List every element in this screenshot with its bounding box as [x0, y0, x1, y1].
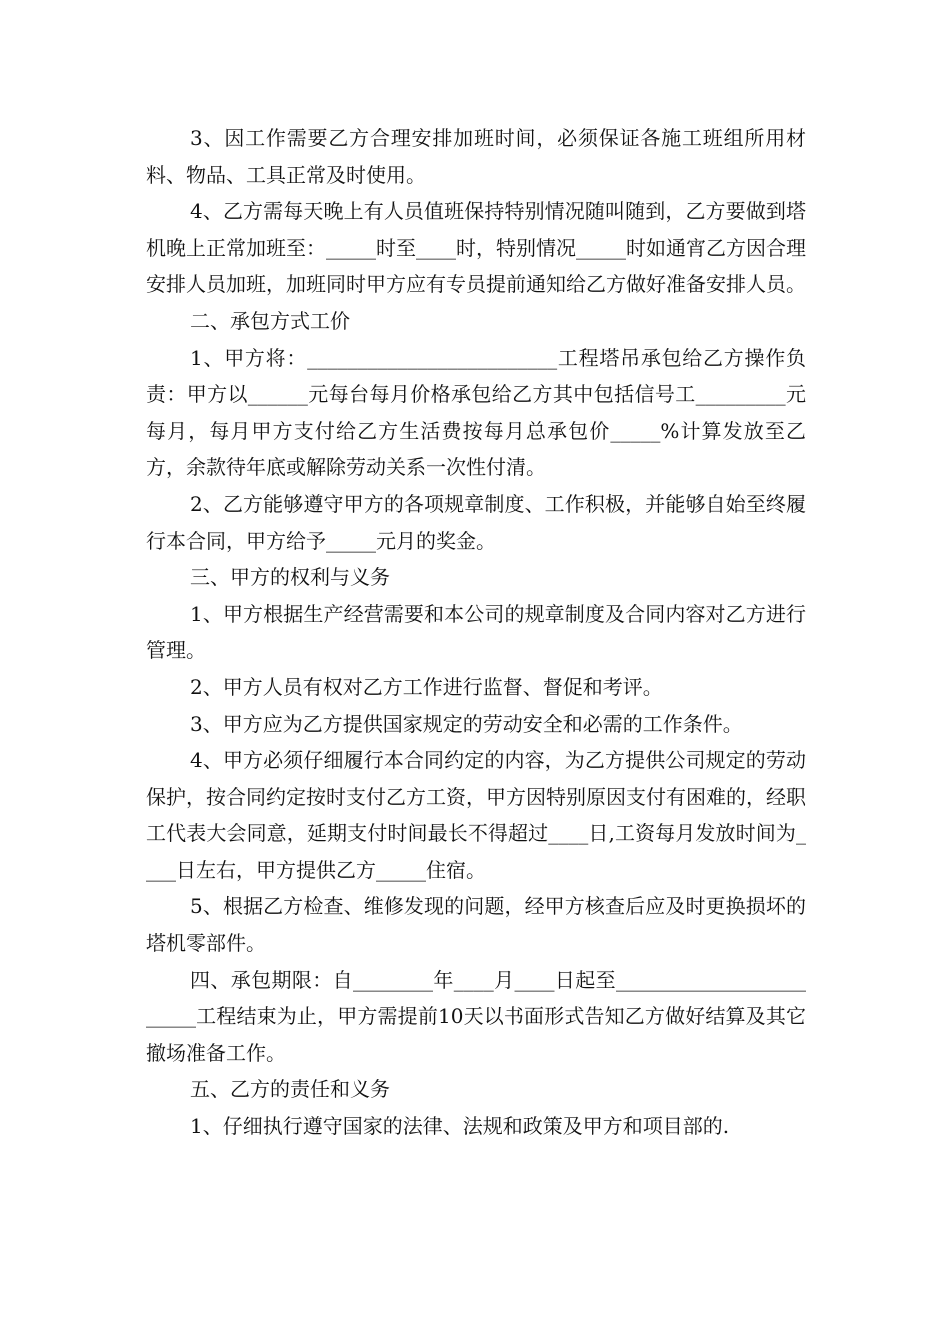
section-heading-5: 五、乙方的责任和义务 — [190, 1077, 390, 1102]
document-body — [146, 120, 806, 1145]
paragraph-5: 1、甲方根据生产经营需要和本公司的规章制度及合同内容对乙方进行管理。 — [146, 601, 806, 663]
paragraph-4: 2、乙方能够遵守甲方的各项规章制度、工作积极，并能够自始至终履行本合同，甲方给予_____元月的奖金。 — [146, 491, 806, 553]
paragraph-7: 3、甲方应为乙方提供国家规定的劳动安全和必需的工作条件。 — [190, 711, 743, 736]
paragraph-3: 1、甲方将：_________________________工程塔吊承包给乙方操作负责：甲方以______元每台每月价格承包给乙方其中包括信号工_________元每月，每月甲方支付给乙方生活费按每月总承包价_____%计算发放至乙方，余款待年底或解除劳动关系一次性付清。 — [146, 345, 806, 480]
paragraph-8: 4、甲方必须仔细履行本合同约定的内容，为乙方提供公司规定的劳动保护，按合同约定按时支付乙方工资，甲方因特别原因支付有困难的，经职工代表大会同意，延期支付时间最长不得超过____日,工资每月发放时间为____日左右，甲方提供乙方_____住宿。 — [146, 748, 806, 882]
section-heading-4: 四、承包期限：自________年____月____日起至________________________工程结束为止，甲方需提前10天以书面形式告知乙方做好结算及其它撤场准备工作。 — [146, 967, 806, 1065]
paragraph-1: 3、因工作需要乙方合理安排加班时间，必须保证各施工班组所用材料、物品、工具正常及时使用。 — [146, 126, 806, 187]
section-heading-2: 二、承包方式工价 — [190, 308, 350, 333]
section-heading-3: 三、甲方的权利与义务 — [190, 565, 390, 590]
paragraph-6: 2、甲方人员有权对乙方工作进行监督、督促和考评。 — [190, 674, 663, 699]
paragraph-9: 5、根据乙方检查、维修发现的问题，经甲方核查后应及时更换损坏的塔机零部件。 — [146, 894, 806, 956]
paragraph-2: 4、乙方需每天晚上有人员值班保持特别情况随叫随到，乙方要做到塔机晚上正常加班至：_____时至____时，特别情况_____时如通宵乙方因合理安排人员加班，加班同时甲方应有专员提前通知给乙方做好准备安排人员。 — [146, 199, 806, 297]
paragraph-10: 1、仔细执行遵守国家的法律、法规和政策及甲方和项目部的. — [190, 1114, 730, 1139]
